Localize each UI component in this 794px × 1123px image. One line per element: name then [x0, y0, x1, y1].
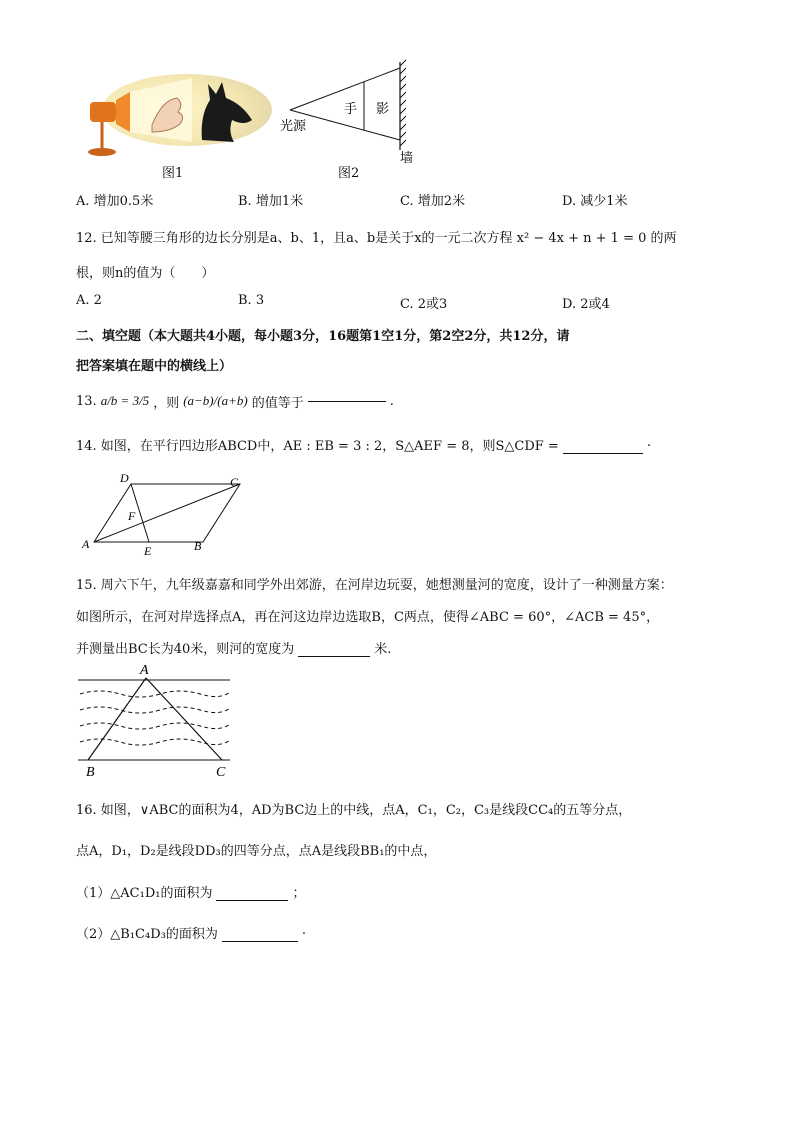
figure-1-shadow-puppet — [82, 70, 272, 160]
q12-option-b: B. 3 — [238, 293, 265, 308]
q14-label-b: B — [194, 539, 202, 553]
q13-tail: 的值等于 — [251, 395, 304, 411]
q15-label-b: B — [86, 765, 95, 780]
q14-label-e: E — [144, 544, 152, 558]
q13-then: ，则 — [153, 395, 180, 411]
q14-stem: 14. 如图，在平行四边形ABCD中，AE : EB = 3 : 2，S△AEF = 8，则S△CDF = . — [76, 435, 651, 454]
q15-line1: 15. 周六下午，九年级嘉嘉和同学外出郊游，在河岸边玩耍，她想测量河的宽度，设计了一种测量方案： — [76, 578, 673, 593]
q13-answer-blank[interactable] — [308, 401, 386, 402]
figure-1-caption: 图1 — [162, 166, 184, 181]
figure-2-light-hand-shadow — [276, 58, 426, 168]
q15-label-a: A — [140, 663, 149, 678]
q14-parallelogram-figure — [76, 470, 256, 560]
q13-end: . — [389, 393, 394, 409]
fig2-label-shadow: 影 — [376, 101, 390, 116]
q16-sub1-answer-blank[interactable] — [216, 882, 288, 901]
q14-label-d: D — [120, 471, 129, 485]
section-2-heading-line1: 二、填空题（本大题共4小题，每小题3分，16题第1空1分，第2空2分，共12分，请 — [76, 329, 570, 344]
q12-option-c: C. 2或3 — [400, 297, 448, 312]
q16-sub1: （1）△AC₁D₁的面积为 ； — [76, 882, 305, 901]
q15-line3: 并测量出BC长为40米，则河的宽度为 米. — [76, 638, 391, 657]
q14-label-f: F — [128, 509, 136, 523]
fig2-label-light: 光源 — [280, 118, 307, 133]
q16-sub2-answer-blank[interactable] — [222, 923, 298, 942]
q15-river-figure — [76, 660, 246, 782]
q11-option-a: A. 增加0.5米 — [76, 194, 154, 209]
q14-label-a: A — [82, 537, 90, 551]
q15-label-c: C — [216, 765, 226, 780]
q11-option-b: B. 增加1米 — [238, 194, 304, 209]
section-2-heading-line2: 把答案填在题中的横线上） — [76, 359, 233, 374]
fig2-label-hand: 手 — [344, 101, 358, 116]
q13-number: 13. — [76, 393, 97, 409]
q16-line1: 16. 如图，∨ABC的面积为4，AD为BC边上的中线，点A，C₁，C₂，C₃是线段CC₄的五等分点， — [76, 803, 632, 818]
q16-sub2: （2）△B₁C₄D₃的面积为 . — [76, 923, 306, 942]
q16-line2: 点A，D₁，D₂是线段DD₃的四等分点，点A是线段BB₁的中点， — [76, 844, 437, 859]
q11-option-d: D. 减少1米 — [562, 194, 628, 209]
q13-condition: a/b = 3/5 — [100, 393, 150, 408]
fig2-label-wall: 墙 — [400, 150, 414, 165]
q12-stem-line1: 12. 已知等腰三角形的边长分别是a、b、1，且a、b是关于x的一元二次方程 x² − 4x + n + 1 = 0 的两 — [76, 231, 677, 246]
q12-option-a: A. 2 — [76, 293, 102, 308]
q13 — [76, 385, 394, 417]
q11-option-c: C. 增加2米 — [400, 194, 466, 209]
q13-expression: (a−b)/(a+b) — [183, 393, 248, 408]
figure-2-caption: 图2 — [338, 166, 360, 181]
q15-answer-blank[interactable] — [298, 638, 370, 657]
q14-answer-blank[interactable] — [563, 435, 643, 454]
q14-label-c: C — [230, 475, 239, 489]
q12-option-d: D. 2或4 — [562, 297, 610, 312]
q12-stem-line2: 根，则n的值为（ ） — [76, 266, 215, 281]
q15-line2: 如图所示，在河对岸选择点A，再在河这边岸边选取B，C两点，使得∠ABC = 60°，∠ACB = 45°， — [76, 610, 660, 625]
